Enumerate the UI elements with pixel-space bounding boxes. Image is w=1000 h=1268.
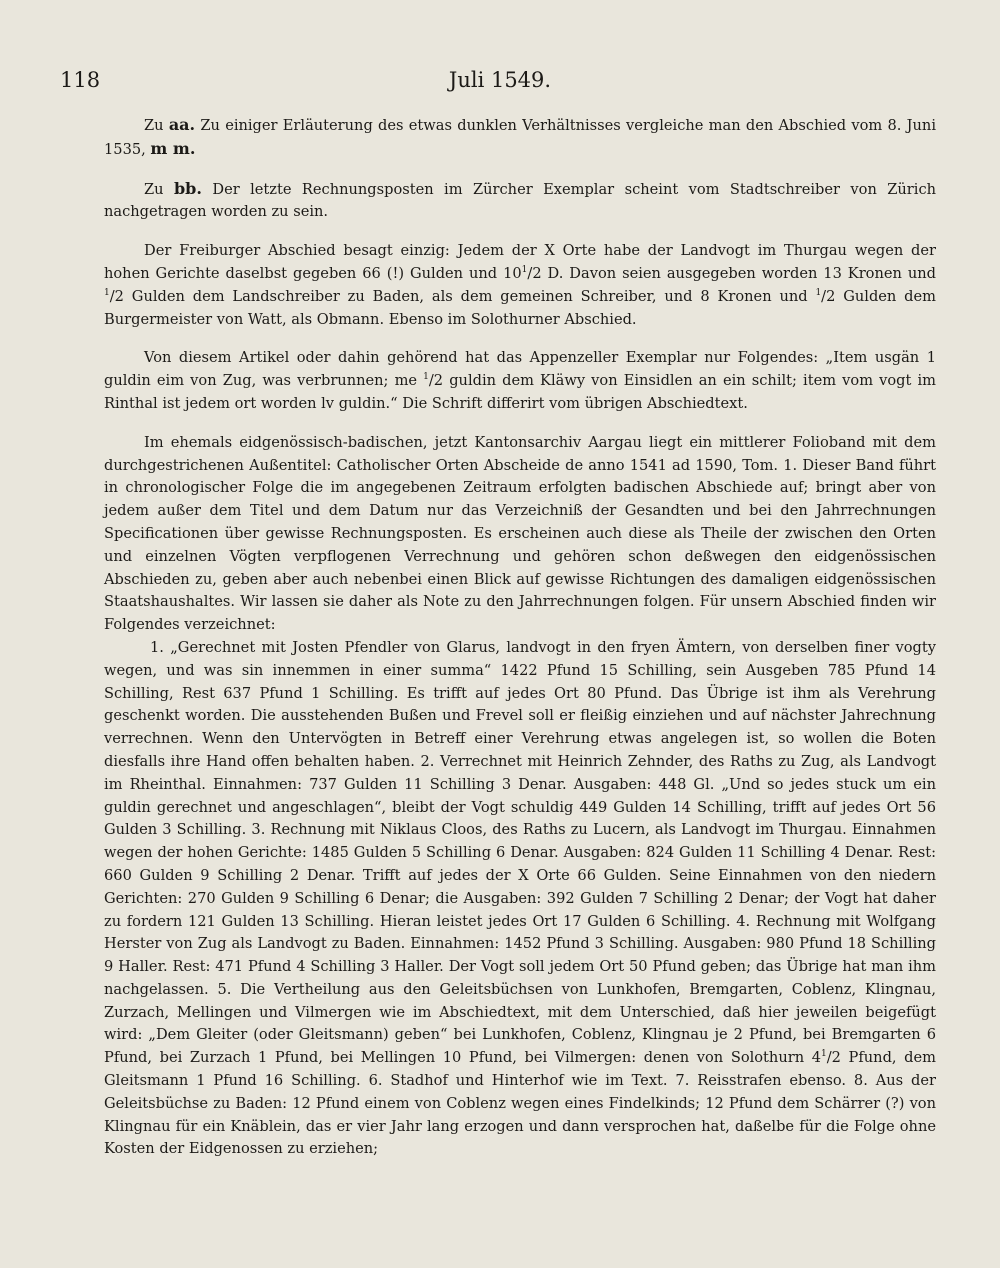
paragraph-text: guldin dem Kläwy von Einsidlen an ein schilt; item vom vogt im Rinthal ist jedem ort worden lv guldin.“ Die Schrift differirt vom übrigen Abschiedtext.	[104, 372, 936, 412]
paragraph-text: D. Davon seien ausgegeben worden 13 Kronen und	[541, 264, 936, 282]
note-aa-key: aa.	[168, 115, 196, 134]
page-body	[104, 114, 936, 1161]
fraction-numerator: 1	[104, 287, 110, 298]
note-aa-ref: m m.	[150, 138, 196, 158]
fraction-numerator: 1	[815, 287, 822, 298]
fraction-denominator: /2	[428, 372, 444, 390]
fraction-denominator: /2	[109, 287, 124, 305]
note-aa-text: Zu einiger Erläuterung des etwas dunklen Verhältnisses vergleiche man den Abschied vom 8. Juni 1535,	[104, 117, 937, 158]
paragraph-text: 1. „Gerechnet mit Josten Pfendler von Glarus, landvogt in den fryen Ämtern, von derselben finer vogty wegen, und was sin innemmen in einer summa“ 1422 Pfund 15 Schilling, sein Ausgeben 785 Pfund 14 Schilling, Rest 637 Pfund 1 Schilling. Es trifft auf jedes Ort 80 Pfund. Das Übrige ist ihm als Verehrung geschenkt worden. Die ausstehenden Bußen und Frevel soll er fleißig einziehen und auf nächster Jahrechnung verrechnen. Wenn den Untervögten in Betreff einer Verehrung etwas angelegen ist, so wollen die Boten diesfalls ihre Hand offen behalten haben. 2. Verrechnet mit Heinrich Zehnder, des Raths zu Zug, als Landvogt im Rheinthal. Einnahmen: 737 Gulden 11 Schilling 3 Denar. Ausgaben: 448 Gl. „Und so jedes stuck um ein guldin gerechnet und angeschlagen“, bleibt der Vogt schuldig 449 Gulden 14 Schilling, trifft auf jedes Ort 56 Gulden 3 Schilling. 3. Rechnung mit Niklaus Cloos, des Raths zu Lucern, als Landvogt im Thurgau. Einnahmen wegen der hohen Gerichte: 1485 Gulden 5 Schilling 6 Denar. Ausgaben: 824 Gulden 11 Schilling 4 Denar. Rest: 660 Gulden 9 Schilling 2 Denar. Trifft auf jedes der X Orte 66 Gulden. Seine Einnahmen von den niedern Gerichten: 270 Gulden 9 Schilling 6 Denar; die Ausgaben: 392 Gulden 7 Schilling 2 Denar; der Vogt hat daher zu fordern 121 Gulden 13 Schilling. Hieran leistet jedes Ort 17 Gulden 6 Schilling. 4. Rechnung mit Wolfgang Herster von Zug als Landvogt zu Baden. Einnahmen: 1452 Pfund 3 Schilling. Ausgaben: 980 Pfund 18 Schilling 9 Haller. Rest: 471 Pfund 4 Schilling 3 Haller. Der Vogt soll jedem Ort 50 Pfund geben; das Übrige hat man ihm nachgelassen. 5. Die Vertheilung aus den Geleitsbüchsen von Lunkhofen, Bremgarten, Coblenz, Klingnau, Zurzach, Mellingen und Vilmergen wie im Abschiedtext, mit dem Unterschied, daß hier jeweilen beigefügt wird: „Dem Gleiter (oder Gleitsmann) geben“ bei Lunkhofen, Coblenz, Klingnau je 2 Pfund, bei Bremgarten 6 Pfund, bei Zurzach 1 Pfund, bei Mellingen 10 Pfund, bei Vilmergen: denen von Solothurn 4	[104, 638, 936, 1067]
running-title: Juli 1549.	[448, 68, 552, 92]
paragraph-text: Von diesem Artikel oder dahin gehörend hat das Appenzeller Exemplar nur Folgendes: „Item usgän 1 guldin eim von Zug, was verbrunnen; me	[104, 349, 936, 390]
fraction-denominator: /2	[821, 287, 836, 305]
note-bb-key: bb.	[173, 178, 202, 198]
page-header	[60, 68, 940, 100]
fraction-denominator: /2	[826, 1049, 841, 1067]
fraction-denominator: /2	[527, 264, 542, 282]
paragraph-text: Pfund, dem Gleitsmann 1 Pfund 16 Schilling. 6. Stadhof und Hinterhof wie im Text. 7. Reisstrafen ebenso. 8. Aus der Geleitsbüchse zu Baden: 12 Pfund einem von Coblenz wegen eines Findelkinds; 12 Pfund dem Schärrer (?) von Klingnau für ein Knäblein, das er vier Jahr lang erzogen und dann versprochen hat, daßelbe für die Folge ohne Kosten der Eidgenossen zu erziehen;	[104, 1049, 936, 1158]
fraction-numerator: 1	[821, 1049, 827, 1060]
paragraph-list	[104, 637, 936, 1161]
note-bb-text: Der letzte Rechnungsposten im Zürcher Exemplar scheint vom Stadtschreiber von Zürich nachgetragen worden zu sein.	[104, 180, 937, 221]
fraction-numerator: 1	[423, 372, 429, 383]
paragraph-text: Gulden dem Landschreiber zu Baden, als dem gemeinen Schreiber, und 8 Kronen und	[123, 287, 816, 305]
paragraph-freiburger	[104, 240, 936, 331]
note-bb-prefix: Zu	[144, 180, 164, 198]
fraction-numerator: 1	[521, 265, 528, 276]
paragraph-appenzeller	[104, 347, 936, 415]
paragraph-aargau: Im ehemals eidgenössisch-badischen, jetzt Kantonsarchiv Aargau liegt ein mittlerer Folioband mit dem durchgestrichenen Außentitel: Catholischer Orten Abscheide de anno 1541 ad 1590, Tom. 1. Dieser Band führt in chronologischer Folge die im angegebenen Zeitraum erfolgten badischen Abschiede auf; bringt aber von jedem außer dem Titel und dem Datum nur das Verzeichniß der Gesandten und bei den Jahrrechnungen Specificationen über gewisse Rechnungsposten. Es erscheinen auch diese als Theile der zwischen den Orten und einzelnen Vögten verpflogenen Verrechnung und gehören schon deßwegen den eidgenössischen Abschieden zu, geben aber auch nebenbei einen Blick auf gewisse Richtungen des damaligen eidgenössischen Staatshaushaltes. Wir lassen sie daher als Note zu den Jahrrechnungen folgen. Für unsern Abschied finden wir Folgendes verzeichnet:	[104, 433, 936, 634]
page-number: 118	[60, 68, 101, 92]
paragraph-text: Gulden dem Burgermeister von Watt, als Obmann. Ebenso im Solothurner Abschied.	[104, 287, 936, 328]
note-aa	[104, 114, 936, 162]
note-aa-prefix: Zu	[144, 117, 164, 134]
paragraph-text: Der Freiburger Abschied besagt einzig: Jedem der X Orte habe der Landvogt im Thurgau wegen der hohen Gerichte daselbst gegeben 66 (!) Gulden und 10	[104, 242, 936, 282]
note-bb	[104, 178, 936, 225]
